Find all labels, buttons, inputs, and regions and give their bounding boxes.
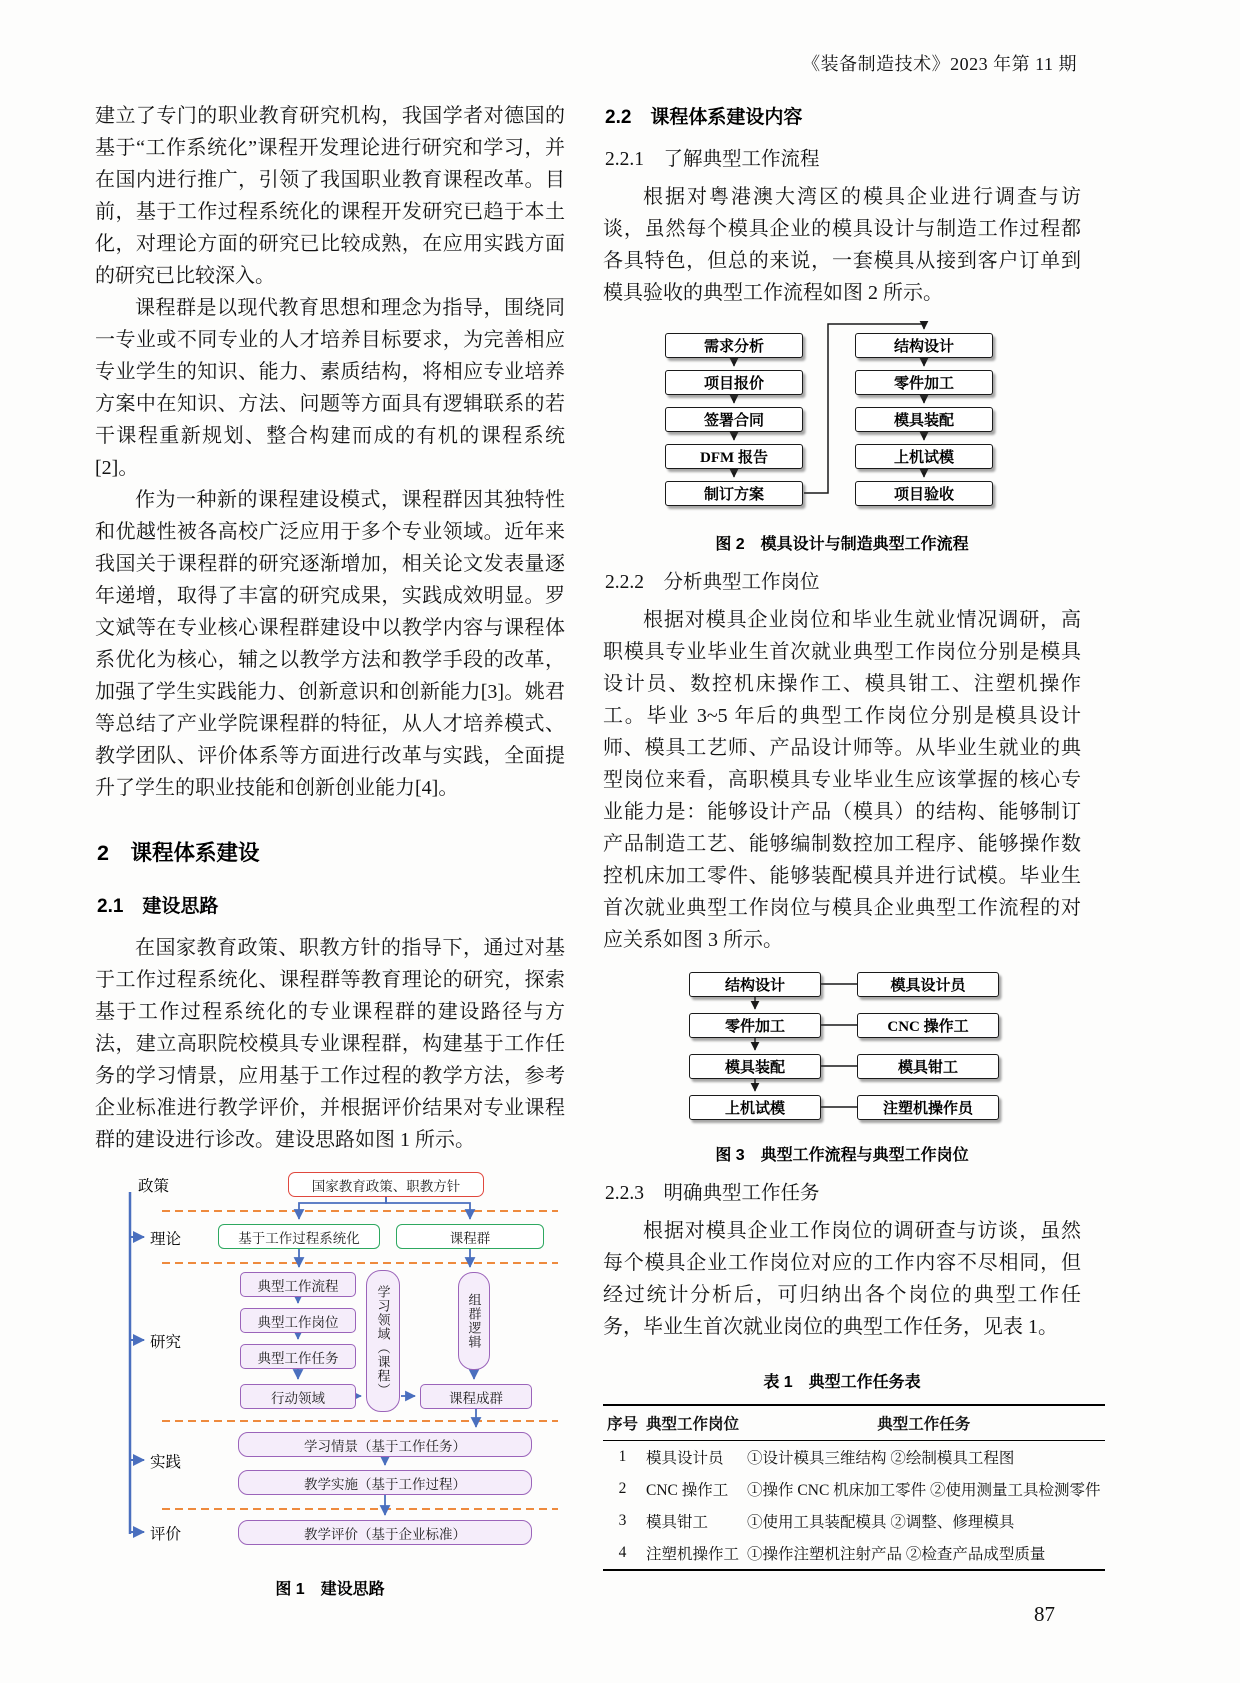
cell-task: ①设计模具三维结构 ②绘制模具工程图 <box>747 1450 1015 1467</box>
cell-position: 注塑机操作工 <box>646 1546 740 1563</box>
fig3-job-box: 模具设计员 <box>857 972 999 997</box>
column-header-index: 序号 <box>603 1405 642 1441</box>
cell-position: CNC 操作工 <box>646 1482 729 1499</box>
fig1-practice-box: 学习情景（基于工作任务） <box>238 1432 532 1457</box>
cell-index: 4 <box>618 1544 627 1561</box>
fig3-job-box: 模具钳工 <box>857 1054 999 1079</box>
fig1-course-group-box: 课程成群 <box>420 1384 532 1409</box>
figure-3-caption: 图 3 典型工作流程与典型工作岗位 <box>715 1147 969 1164</box>
figure-3-flowchart <box>607 966 1077 1128</box>
cell-index: 3 <box>618 1512 627 1529</box>
cell-task: ①操作注塑机注射产品 ②检查产品成型质量 <box>747 1546 1046 1563</box>
fig3-flow-box: 零件加工 <box>689 1013 821 1038</box>
fig3-flow-box: 结构设计 <box>689 972 821 997</box>
cell-index: 2 <box>618 1480 627 1497</box>
fig2-flow-box: 结构设计 <box>855 333 993 358</box>
paragraph: 课程群是以现代教育思想和理念为指导，围绕同一专业或不同专业的人才培养目标要求，为完善相应专业学生的知识、能力、素质结构，将相应专业培养方案中在知识、方法、问题等方面具有逻辑联系的若干课程重新规划、整合构建而成的有机的课程系统[2]。 <box>95 297 565 479</box>
fig2-flow-box: 制订方案 <box>665 481 803 506</box>
cell-index: 1 <box>618 1448 627 1465</box>
page-number: 87 <box>1034 1602 1055 1626</box>
cell-position: 模具钳工 <box>646 1514 709 1531</box>
fig3-connectors <box>607 966 1077 1128</box>
fig2-flow-box: 项目验收 <box>855 481 993 506</box>
fig1-evaluation-box: 教学评价（基于企业标准） <box>238 1520 532 1545</box>
fig2-flow-box: DFM 报告 <box>665 444 803 469</box>
paragraph: 在国家教育政策、职教方针的指导下，通过对基于工作过程系统化、课程群等教育理论的研究，探索基于工作过程系统化的专业课程群的建设路径与方法，建立高职院校模具专业课程群，构建基于工作任务的学习情景，应用基于工作过程的教学方法，参考企业标准进行教学评价，并根据评价结果对专业课程群的建设进行诊改。建设思路如图 1 所示。 <box>95 937 565 1151</box>
fig3-job-box: CNC 操作工 <box>857 1013 999 1038</box>
task-table <box>603 1404 1105 1571</box>
table-header <box>603 1405 1105 1441</box>
fig1-theory-box: 课程群 <box>396 1224 544 1249</box>
column-header-task: 典型工作任务 <box>743 1405 1105 1441</box>
fig2-flow-box: 项目报价 <box>665 370 803 395</box>
fig2-flow-box: 零件加工 <box>855 370 993 395</box>
table-row <box>603 1505 1105 1537</box>
paragraph: 作为一种新的课程建设模式，课程群因其独特性和优越性被各高校广泛应用于多个专业领域。近年来我国关于课程群的研究逐渐增加，相关论文发表量逐年递增，取得了丰富的研究成果，实践成效明显。罗文斌等在专业核心课程群建设中以教学内容与课程体系优化为核心，辅之以教学方法和教学手段的改革，加强了学生实践能力、创新意识和创新能力[3]。姚君等总结了产业学院课程群的特征，从人才培养模式、教学团队、评价体系等方面进行改革与实践，全面提升了学生的职业技能和创新创业能力[4]。 <box>95 489 565 799</box>
fig3-job-box: 注塑机操作员 <box>857 1095 999 1120</box>
fig1-axis-label-theory: 理论 <box>150 1231 182 1248</box>
fig1-axis-label-research: 研究 <box>150 1334 182 1351</box>
fig1-learning-field-box: 学习领域（课程） <box>366 1270 400 1412</box>
fig1-theory-box: 基于工作过程系统化 <box>218 1224 380 1249</box>
right-column <box>603 100 1101 1611</box>
figure-1-flowchart <box>100 1170 560 1562</box>
fig2-flow-box: 需求分析 <box>665 333 803 358</box>
fig2-flow-box: 签署合同 <box>665 407 803 432</box>
table-row <box>603 1537 1105 1570</box>
fig1-research-box: 行动领域 <box>240 1384 356 1409</box>
two-column-layout <box>95 100 1101 1611</box>
fig1-research-box: 典型工作流程 <box>240 1272 356 1297</box>
fig1-axis-label-policy: 政策 <box>138 1178 170 1195</box>
left-column <box>95 100 565 1611</box>
subsection-heading-2-2: 2.2 课程体系建设内容 <box>605 107 803 128</box>
fig1-research-box: 典型工作任务 <box>240 1344 356 1369</box>
fig1-axis-label-evaluation: 评价 <box>150 1526 182 1543</box>
fig1-grouping-logic-box: 组群逻辑 <box>458 1272 490 1370</box>
paragraph: 根据对模具企业工作岗位的调研查与访谈，虽然每个模具企业工作岗位对应的工作内容不尽相同，但经过统计分析后，可归纳出各个岗位的典型工作任务，毕业生首次就业岗位的典型工作任务，见表 1。 <box>603 1220 1081 1338</box>
subsection-heading-2-2-3: 2.2.3 明确典型工作任务 <box>605 1183 820 1204</box>
cell-position: 模具设计员 <box>646 1450 724 1467</box>
fig3-flow-box: 上机试模 <box>689 1095 821 1120</box>
table-1-caption: 表 1 典型工作任务表 <box>763 1374 921 1391</box>
fig1-practice-box: 教学实施（基于工作过程） <box>238 1470 532 1495</box>
cell-task: ①操作 CNC 机床加工零件 ②使用测量工具检测零件 <box>747 1482 1101 1499</box>
table-row <box>603 1473 1105 1505</box>
paragraph: 根据对模具企业岗位和毕业生就业情况调研，高职模具专业毕业生首次就业典型工作岗位分别是模具设计员、数控机床操作工、模具钳工、注塑机操作工。毕业 3~5 年后的典型工作岗位分别是模具设计师、模具工艺师、产品设计师等。从毕业生就业的典型岗位来看，高职模具专业毕业生应该掌握的核心专业能力是：能够设计产品（模具）的结构、能够制订产品制造工艺、能够编制数控加工程序、能够操作数控机床加工零件、能够装配模具并进行试模。毕业生首次就业典型工作岗位与模具企业典型工作流程的对应关系如图 3 所示。 <box>603 609 1081 951</box>
cell-task: ①使用工具装配模具 ②调整、修理模具 <box>747 1514 1015 1531</box>
figure-1-caption: 图 1 建设思路 <box>275 1581 385 1598</box>
figure-2-caption: 图 2 模具设计与制造典型工作流程 <box>715 536 969 553</box>
journal-title-header: 《装备制造技术》2023 年第 11 期 <box>802 54 1077 74</box>
fig2-flow-box: 上机试模 <box>855 444 993 469</box>
fig2-flow-box: 模具装配 <box>855 407 993 432</box>
table-row <box>603 1441 1105 1474</box>
subsection-heading-2-1: 2.1 建设思路 <box>97 896 219 917</box>
section-heading-2: 2 课程体系建设 <box>97 841 260 865</box>
fig1-policy-box: 国家教育政策、职教方针 <box>288 1172 484 1197</box>
figure-2-flowchart <box>607 319 1077 517</box>
fig3-flow-box: 模具装配 <box>689 1054 821 1079</box>
paragraph: 建立了专门的职业教育研究机构，我国学者对德国的基于“工作系统化”课程开发理论进行研究和学习，并在国内进行推广，引领了我国职业教育课程改革。目前，基于工作过程系统化的课程开发研究已趋于本土化，对理论方面的研究已比较成熟，在应用实践方面的研究已比较深入。 <box>95 105 565 287</box>
subsection-heading-2-2-2: 2.2.2 分析典型工作岗位 <box>605 572 820 593</box>
subsection-heading-2-2-1: 2.2.1 了解典型工作流程 <box>605 149 820 170</box>
fig1-axis-label-practice: 实践 <box>150 1454 182 1471</box>
paragraph: 根据对粤港澳大湾区的模具企业进行调查与访谈，虽然每个模具企业的模具设计与制造工作过程都各具特色，但总的来说，一套模具从接到客户订单到模具验收的典型工作流程如图 2 所示。 <box>603 186 1081 304</box>
fig1-research-box: 典型工作岗位 <box>240 1308 356 1333</box>
column-header-position: 典型工作岗位 <box>642 1405 743 1441</box>
